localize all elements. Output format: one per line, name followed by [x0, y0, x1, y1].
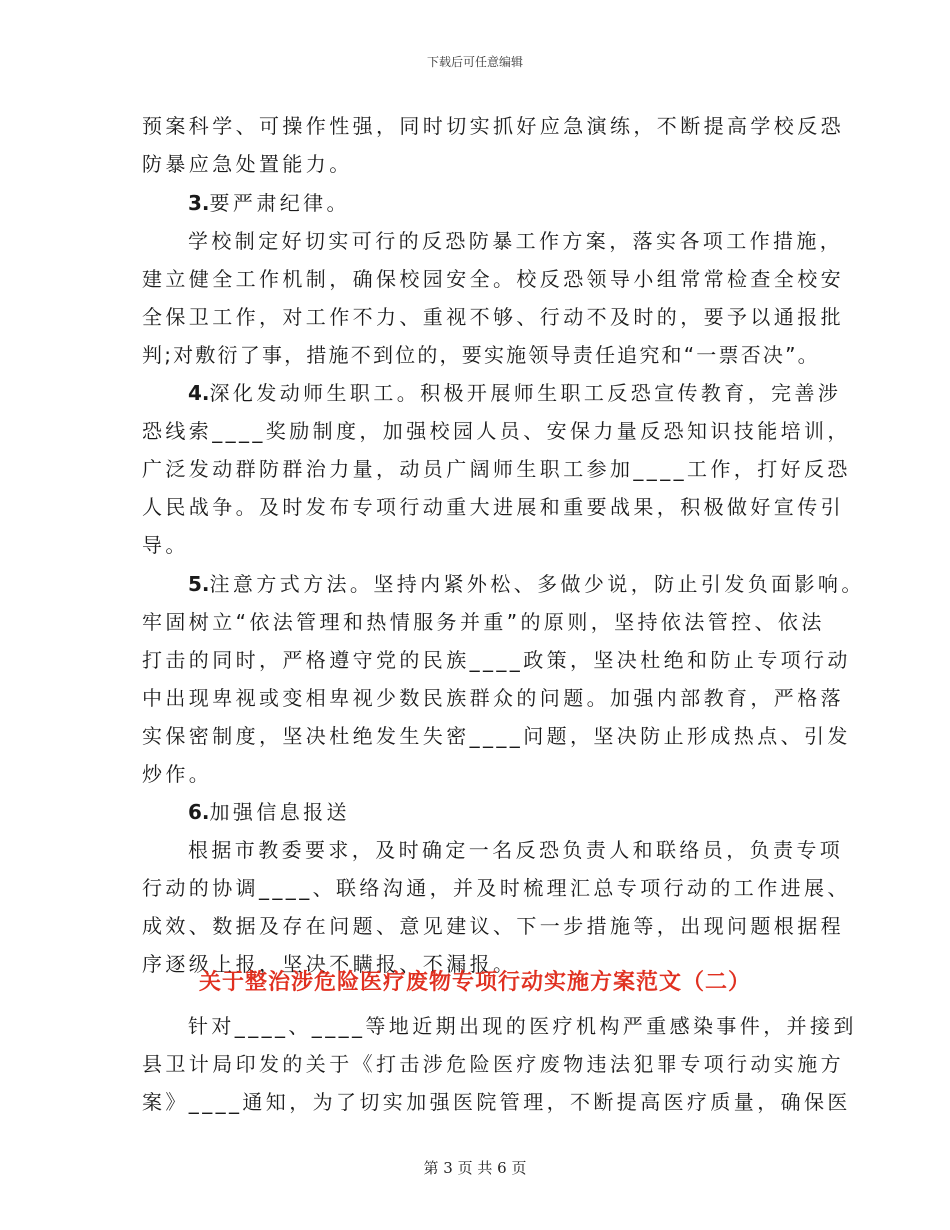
item-6-heading [188, 797, 350, 827]
body-line: 根据市教委要求，及时确定一名反恐负责人和联络员，负责专项 [188, 838, 844, 862]
body-line: 炒作。 [142, 762, 213, 786]
section-title: 关于整治涉危险医疗废物专项行动实施方案范文（二） [198, 969, 751, 995]
body-line: 判;对敷衍了事，措施不到位的，要实施领导责任追究和“一票否决”。 [142, 343, 820, 367]
body-line: 打击的同时，严格遵守党的民族____政策，坚决杜绝和防止专项行动 [142, 648, 851, 672]
body-line: 实保密制度，坚决杜绝发生失密____问题，坚决防止形成热点、引发 [142, 724, 851, 748]
body-line: 成效、数据及存在问题、意见建议、下一步措施等，出现问题根据程 [142, 914, 844, 938]
body-line: 案》____通知，为了切实加强医院管理，不断提高医疗质量，确保医 [142, 1090, 851, 1114]
item-text: 注意方式方法。坚持内紧外松、多做少说，防止引发负面影响。 [209, 572, 865, 596]
body-line: 导。 [142, 533, 189, 557]
body-line: 中出现卑视或变相卑视少数民族群众的问题。加强内部教育，严格落 [142, 686, 844, 710]
item-number: 3. [188, 191, 210, 215]
body-line: 广泛发动群防群治力量，动员广阔师生职工参加____工作，打好反恐 [142, 457, 851, 481]
item-text: 深化发动师生职工。积极开展师生职工反恐宣传教育，完善涉 [209, 381, 842, 405]
body-line: 行动的协调____、联络沟通，并及时梳理汇总专项行动的工作进展、 [142, 876, 851, 900]
page-header: 下载后可任意编辑 [426, 55, 523, 69]
body-line: 防暴应急处置能力。 [142, 152, 353, 176]
item-3-heading [188, 188, 350, 218]
body-line: 建立健全工作机制，确保校园安全。校反恐领导小组常常检查全校安 [142, 267, 844, 291]
body-line: 序逐级上报，坚决不瞒报、不漏报。 [142, 952, 517, 976]
body-line: 县卫计局印发的关于《打击涉危险医疗废物违法犯罪专项行动实施方 [142, 1052, 844, 1076]
item-5-heading [188, 569, 865, 599]
item-number: 4. [188, 381, 210, 405]
item-4-heading [188, 378, 841, 408]
item-number: 5. [188, 572, 210, 596]
item-text: 加强信息报送 [209, 800, 350, 824]
body-line: 学校制定好切实可行的反恐防暴工作方案，落实各项工作措施， [188, 229, 844, 253]
body-line: 牢固树立“依法管理和热情服务并重”的原则，坚持依法管控、依法 [142, 610, 825, 634]
body-line: 针对____、____等地近期出现的医疗机构严重感染事件，并接到 [188, 1014, 857, 1038]
body-line: 人民战争。及时发布专项行动重大进展和重要战果，积极做好宣传引 [142, 495, 844, 519]
body-line: 全保卫工作，对工作不力、重视不够、行动不及时的，要予以通报批 [142, 305, 844, 329]
item-number: 6. [188, 800, 210, 824]
body-line: 预案科学、可操作性强，同时切实抓好应急演练，不断提高学校反恐 [142, 114, 844, 138]
page-footer: 第 3 页 共 6 页 [423, 1159, 527, 1177]
item-text: 要严肃纪律。 [209, 191, 350, 215]
body-line: 恐线索____奖励制度，加强校园人员、安保力量反恐知识技能培训， [142, 419, 851, 443]
